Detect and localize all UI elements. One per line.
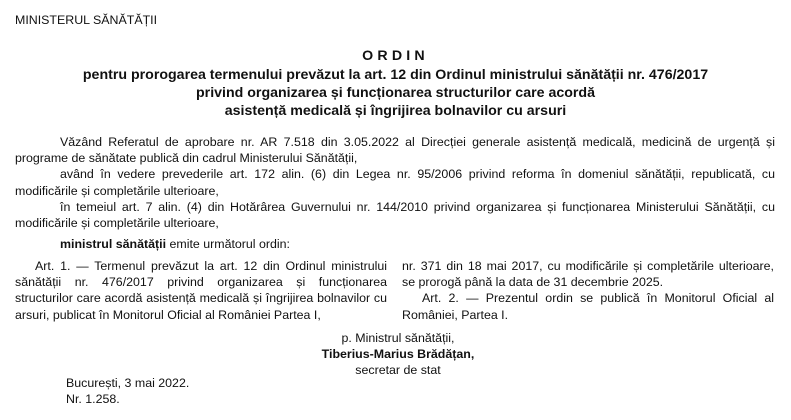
articles-right-column bbox=[402, 258, 774, 323]
signature-for: p. Ministrul sănătății, bbox=[341, 331, 455, 345]
place-date: București, 3 mai 2022. bbox=[66, 376, 190, 390]
signatory-name: Tiberius-Marius Brădățan, bbox=[321, 347, 475, 362]
article-2: Art. 2. — Prezentul ordin se publică în Monitorul Oficial al României, Partea I. bbox=[402, 291, 774, 322]
subtitle-line: pentru prorogarea termenului prevăzut la art. 12 din Ordinul ministrului sănătății nr. 476/2017 bbox=[82, 67, 709, 83]
order-subtitle bbox=[0, 66, 791, 120]
article-1-part-1: Art. 1. — Termenul prevăzut la art. 12 din Ordinul ministrului sănătății nr. 476/2017 privind organizarea și funcționarea structurilor care acordă asistență medicală și îngrijirea bolnavilor cu arsuri, publicat în Monitorul Oficial al României Partea I, bbox=[15, 259, 387, 322]
preamble-paragraph: în temeiul art. 7 alin. (4) din Hotărârea Guvernului nr. 144/2010 privind organizarea și funcționarea Ministerului Sănătății, cu modificările și completările ulterioare, bbox=[15, 199, 775, 231]
order-title: ORDIN bbox=[362, 48, 429, 64]
place-date-block bbox=[66, 375, 189, 407]
emitter-rest: emite următorul ordin: bbox=[166, 237, 291, 251]
subtitle-line: privind organizarea și funcționarea structurilor care acordă bbox=[196, 85, 595, 101]
preamble-paragraph: Văzând Referatul de aprobare nr. AR 7.518 din 3.05.2022 al Direcției generale asistență medicală, medicină de urgență și programe de sănătate publică din cadrul Ministerului Sănătății, bbox=[15, 135, 775, 166]
ministry-name: MINISTERUL SĂNĂTĂȚII bbox=[15, 13, 158, 27]
preamble-paragraph: având în vedere prevederile art. 172 alin. (6) din Legea nr. 95/2006 privind reforma în domeniul sănătății, republicată, cu modificările și completările ulterioare, bbox=[15, 167, 775, 198]
signature-block bbox=[298, 330, 498, 379]
order-number: Nr. 1.258. bbox=[66, 392, 120, 407]
signatory-role: secretar de stat bbox=[355, 363, 441, 378]
emitter-name: ministrul sănătății bbox=[60, 237, 167, 251]
article-1-part-2: nr. 371 din 18 mai 2017, cu modificările și completările ulterioare, se prorogă până la data de 31 decembrie 2025. bbox=[402, 259, 774, 290]
articles-left-column bbox=[15, 258, 387, 323]
emitter-line bbox=[60, 236, 290, 252]
subtitle-line: asistență medicală și îngrijirea bolnavilor cu arsuri bbox=[224, 103, 567, 119]
preamble bbox=[15, 134, 775, 231]
